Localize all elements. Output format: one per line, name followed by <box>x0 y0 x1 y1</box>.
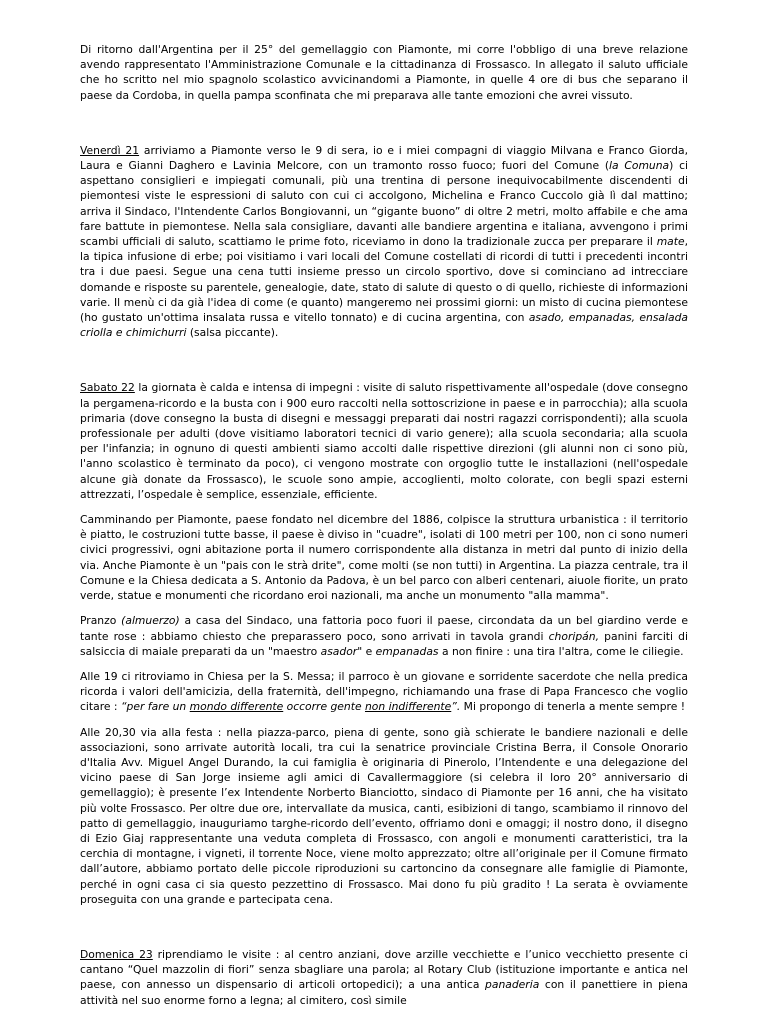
quote-underlined: non indifferente <box>364 700 452 714</box>
pope-quote <box>121 700 460 713</box>
quote-text: ”. <box>451 700 461 714</box>
text: , la tipica infusione di erbe; poi visitiamo i vari locali del Comune costellati di ricordi di tutti i precedenti incontri tra i due paesi. Segue una cena tutti insieme presso un circolo sportivo, dove si cominciano ad intrecciare domande e risposte su parentele, genealogie, date, stato di salute di questo o di quello, richieste di informazioni varie. Il menù ci da già l'idea di come (e quanto) mangeremo nei prossimi giorni: un misto di cucina piemontese (ho gustato un'ottima insalata russa e vitello tonnato) e di cucina argentina, con <box>80 235 688 325</box>
text: con il panettiere in piena attività nel suo enorme forno a legna; al cimitero, così simile <box>80 978 688 1007</box>
document-page <box>80 42 688 1018</box>
text: ) ci aspettano consiglieri e impiegati comunali, più una trentina di persone inequivocabilmente discendenti di piemontesi viste le espressioni di saluto con cui ci accolgono, Michelina e Franco Cuccolo già lì dal mattino; arriva il Sindaco, l'Intendente Carlos Bongiovanni, un “gigante buono” di oltre 2 metri, molto affabile e che ama fare battute in piemontese. Nella sala consigliare, davanti alle bandiere argentina e italiana, avvengono i primi scambi ufficiali di saluto, scattiamo le prime foto, riceviamo in dono la tradizionale zucca per preparare il <box>80 159 688 249</box>
paragraph-intro: Di ritorno dall'Argentina per il 25° del gemellaggio con Piamonte, mi corre l'obbligo di una breve relazione avendo rappresentato l'Amministrazione Comunale e la cittadinanza di Frossasco. In allegato il saluto ufficiale che ho scritto nel mio spagnolo scolastico avvicinandomi a Piamonte, in quelle 4 ore di bus che separano il paese da Cordoba, in quella pampa sconfinata che mi preparava alle tante emozioni che avrei vissuto. <box>80 43 688 102</box>
text: (salsa piccante). <box>186 326 279 340</box>
paragraph-domenica <box>80 947 688 1008</box>
date-sabato: Sabato 22 <box>80 381 135 395</box>
italic-text: mate <box>656 235 685 249</box>
italic-text: asador <box>320 644 358 658</box>
italic-text: asado, empanadas, ensalada criolla e chimichurri <box>80 311 688 340</box>
date-domenica: Domenica 23 <box>80 947 153 961</box>
quote-text: occorre gente <box>283 700 365 714</box>
text: Mi propongo di tenerla a mente sempre ! <box>460 700 686 714</box>
date-venerdi: Venerdì 21 <box>80 143 140 157</box>
italic-text: empanadas <box>375 644 439 658</box>
text: a non finire : una tira l'altra, come le ciliegie. <box>438 644 684 658</box>
quote-underlined: mondo differente <box>189 700 284 714</box>
italic-text: choripán, <box>548 629 599 643</box>
text: arriviamo a Piamonte verso le 9 di sera, io e i miei compagni di viaggio Milvana e Franco Giorda, Laura e Gianni Daghero e Lavinia Melcore, con un tramonto rosso fuoco; fuori del Comune ( <box>80 143 688 173</box>
text: riprendiamo le visite : al centro anziani, dove arzille vecchiette e l’unico vecchietto presente ci cantano “Quel mazzolin di fiori” senza sbagliare una parola; al Rotary Club (istituzione importante e antica nel paese, con annesso un dispensario di articoli ortopedici); a una antica <box>80 947 688 992</box>
paragraph-sabato <box>80 380 688 502</box>
paragraph-venerdi <box>80 143 688 341</box>
text: a casa del Sindaco, una fattoria poco fuori il paese, circondata da un bel giardino verde e tante rose : abbiamo chiesto che preparassero poco, sono arrivati in tavola grandi <box>80 614 688 643</box>
quote-text: “per fare un <box>120 700 190 714</box>
italic-text: (almuerzo) <box>121 614 180 628</box>
italic-text: panaderia <box>485 978 540 992</box>
italic-text: la Comuna <box>609 159 670 173</box>
paragraph-pranzo <box>80 613 688 659</box>
text: panini farciti di salsiccia di maiale preparati da un "maestro <box>80 629 688 658</box>
text: " e <box>357 644 376 658</box>
text: la giornata è calda e intensa di impegni : visite di saluto rispettivamente all'ospedale (dove consegno la pergamena-ricordo e la busta con i 900 euro raccolti nella sottoscrizione in paese e in parrocchia); alla scuola primaria (dove consegno la busta di disegni e messaggi preparati dai nostri ragazzi corrispondenti); alla scuola professionale per adulti (dove visitiamo laboratori tecnici di vario genere); alla scuola secondaria; alla scuola per l'infanzia; in ognuno di questi ambienti siamo accolti dalle rispettive direzioni (gli alunni non ci sono più, l'anno scolastico è terminato da poco), ci vengono mostrate con orgoglio tutte le installazioni (nell'ospedale alcune già donate da Frossasco), le scuole sono ampie, accoglienti, molto colorate, con begli spazi esterni attrezzati, l’ospedale è semplice, essenziale, efficiente. <box>80 381 688 501</box>
paragraph-festa: Alle 20,30 via alla festa : nella piazza-parco, piena di gente, sono già schierate le bandiere nazionali e delle associazioni, sono arrivate autorità locali, tra cui la senatrice provinciale Cristina Berra, il Console Onorario d'Italia Avv. Miguel Angel Durando, la cui famiglia è originaria di Pinerolo, l’Intendente e una delegazione del vicino paese di San Jorge insieme agli amici di Cavallermaggiore (si celebra il loro 20° anniversario di gemellaggio); è presente l’ex Intendente Norberto Bianciotto, sindaco di Piamonte per 16 anni, che ha visitato più volte Frossasco. Per oltre due ore, intervallate da musica, canti, esibizioni di tango, scambiamo il rinnovo del patto di gemellaggio, inauguriamo targhe-ricordo dell’evento, offriamo doni e omaggi; il nostro dono, il disegno di Ezio Giaj rappresentante una veduta completa di Frossasco, con angoli e monumenti caratteristici, tra la cerchia di montagne, i vigneti, il torrente Noce, viene molto apprezzato; oltre all’originale per il Comune firmato dall’autore, abbiamo portato delle piccole riproduzioni su cartoncino da consegnare alle famiglie di Piamonte, perché in ogni casa ci sia questo pezzettino di Frossasco. Mai dono fu più gradito ! La serata è ovviamente proseguita con una grande e partecipata cena. <box>80 725 688 906</box>
paragraph-messa <box>80 669 688 715</box>
text: Alle 19 ci ritroviamo in Chiesa per la S. Messa; il parroco è un giovane e sorridente sacerdote che nella predica ricorda i valori dell'amicizia, della fraternità, dell'impegno, richiamando una frase di Papa Francesco che voglio citare : <box>80 669 688 714</box>
text: Pranzo <box>80 614 122 628</box>
paragraph-urbanistica: Camminando per Piamonte, paese fondato nel dicembre del 1886, colpisce la struttura urbanistica : il territorio è piatto, le costruzioni tutte basse, il paese è diviso in "cuadre", isolati di 100 metri per 100, non ci sono numeri civici progressivi, ogni abitazione porta il numero corrispondente alla distanza in metri dal punto di inizio della via. Anche Piamonte è un "pais con le strà drite", come molti (se non tutti) in Argentina. La piazza centrale, tra il Comune e la Chiesa dedicata a S. Antonio da Padova, è un bel parco con alberi centenari, aiuole fiorite, un prato verde, statue e monumenti che ricordano eroi nazionali, ma anche un monumento "alla mamma". <box>80 513 688 603</box>
